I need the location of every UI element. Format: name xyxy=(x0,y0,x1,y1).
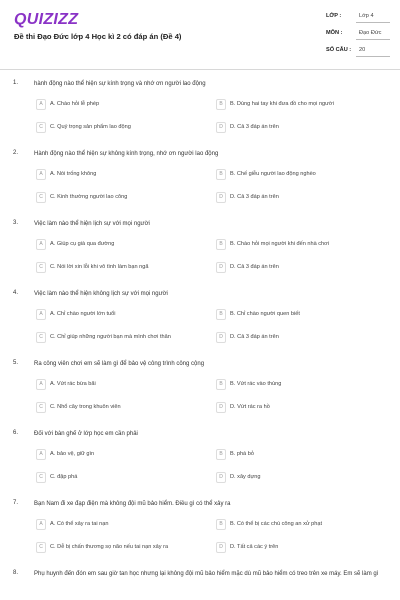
answer-option xyxy=(216,402,386,414)
meta-value: 20 xyxy=(359,47,366,53)
option-letter-badge: D xyxy=(216,332,226,343)
answer-option xyxy=(216,449,386,461)
option-text: B. Chào hỏi mọi người khi đến nhà chơi xyxy=(230,241,330,247)
question-number: 3. xyxy=(13,220,19,226)
meta-label: LỚP : xyxy=(326,13,342,19)
answer-option xyxy=(36,402,206,414)
answer-option xyxy=(216,472,386,484)
option-letter-badge: B xyxy=(216,99,226,110)
option-text: A. Nói trống không xyxy=(50,171,97,177)
option-letter-badge: A xyxy=(36,519,46,530)
answer-option xyxy=(216,519,386,531)
answer-option xyxy=(36,472,206,484)
question-number: 1. xyxy=(13,80,19,86)
option-letter-badge: C xyxy=(36,402,46,413)
meta-row-subject xyxy=(318,27,391,43)
option-letter-badge: C xyxy=(36,122,46,133)
header-divider xyxy=(0,69,400,70)
meta-underline xyxy=(356,22,390,23)
meta-underline xyxy=(356,56,390,57)
option-text: D. Cả 3 đáp án trên xyxy=(230,334,279,340)
option-text: D. Tất cả các ý trên xyxy=(230,544,279,550)
option-letter-badge: D xyxy=(216,192,226,203)
answer-option xyxy=(216,239,386,251)
question-number: 6. xyxy=(13,430,19,436)
question-number: 7. xyxy=(13,500,19,506)
question-text: hành động nào thể hiện sự kính trọng và nhớ ơn người lao động xyxy=(34,81,206,87)
question-text: Ra công viên chơi em sẽ làm gì để bảo vệ công trình công cộng xyxy=(34,361,205,367)
option-letter-badge: A xyxy=(36,379,46,390)
option-letter-badge: A xyxy=(36,169,46,180)
option-letter-badge: A xyxy=(36,99,46,110)
question-text: Hành động nào thể hiện sự không kính trọng, nhớ ơn người lao động xyxy=(34,151,219,157)
option-letter-badge: C xyxy=(36,332,46,343)
answer-option xyxy=(216,332,386,344)
option-letter-badge: D xyxy=(216,122,226,133)
question-number: 8. xyxy=(13,570,19,576)
option-letter-badge: A xyxy=(36,449,46,460)
answer-option xyxy=(36,122,206,134)
option-letter-badge: A xyxy=(36,239,46,250)
question-text: Đối với bàn ghế ở lớp học em cần phải xyxy=(34,431,138,437)
meta-value: Lớp 4 xyxy=(359,13,374,19)
question-number: 5. xyxy=(13,360,19,366)
answer-option xyxy=(216,192,386,204)
meta-value: Đạo Đức xyxy=(359,30,382,36)
option-text: B. Chỉ chào người quen biết xyxy=(230,311,300,317)
question-text: Phụ huynh đến đón em sau giờ tan học nhưng lại không đội mũ bảo hiểm mặc dù mũ bảo hiểm có treo trên xe máy. Em sẽ làm gì xyxy=(34,571,379,577)
answer-option xyxy=(36,519,206,531)
option-text: C. Kinh thường người lao công xyxy=(50,194,128,200)
option-text: D. Cả 3 đáp án trên xyxy=(230,194,279,200)
option-letter-badge: C xyxy=(36,472,46,483)
answer-option xyxy=(36,262,206,274)
answer-option xyxy=(216,379,386,391)
option-text: B. Vứt rác vào thùng xyxy=(230,381,282,387)
meta-label: MÔN : xyxy=(326,30,343,36)
option-text: B. phá bỏ xyxy=(230,451,254,457)
meta-label: SỐ CÂU : xyxy=(326,47,352,53)
document-header xyxy=(0,0,400,66)
meta-underline xyxy=(356,39,390,40)
option-text: C. Nói lời xin lỗi khi vô tình làm bạn ngã xyxy=(50,264,149,270)
option-text: B. Dùng hai tay khi đưa đồ cho mọi người xyxy=(230,101,334,107)
answer-option xyxy=(36,309,206,321)
option-text: D. Cả 3 đáp án trên xyxy=(230,124,279,130)
question-text: Việc làm nào thể hiện lịch sự với mọi người xyxy=(34,221,150,227)
option-text: D. xây dựng xyxy=(230,474,261,480)
question-text: Việc làm nào thể hiện không lịch sự với mọi người xyxy=(34,291,168,297)
option-letter-badge: D xyxy=(216,402,226,413)
option-letter-badge: C xyxy=(36,262,46,273)
answer-option xyxy=(216,99,386,111)
question-number: 4. xyxy=(13,290,19,296)
option-text: C. đập phá xyxy=(50,474,78,480)
option-text: C. Dễ bị chấn thương sọ não nếu tai nạn xảy ra xyxy=(50,544,169,550)
option-text: C. Chỉ giúp những người bạn mà mình chơi thân xyxy=(50,334,171,340)
answer-option xyxy=(216,122,386,134)
answer-option xyxy=(36,332,206,344)
answer-option xyxy=(36,192,206,204)
option-text: A. Chỉ chào người lớn tuổi xyxy=(50,311,116,317)
meta-row-question-count xyxy=(318,44,391,60)
option-text: A. Chào hỏi lễ phép xyxy=(50,101,100,107)
option-letter-badge: B xyxy=(216,169,226,180)
answer-option xyxy=(36,239,206,251)
quizizz-logo: QUIZIZZ xyxy=(14,11,79,28)
answer-option xyxy=(36,449,206,461)
option-letter-badge: D xyxy=(216,262,226,273)
option-letter-badge: B xyxy=(216,519,226,530)
option-text: B. Chế giễu người lao động nghèo xyxy=(230,171,316,177)
option-letter-badge: B xyxy=(216,309,226,320)
option-letter-badge: C xyxy=(36,542,46,553)
option-letter-badge: D xyxy=(216,542,226,553)
option-letter-badge: C xyxy=(36,192,46,203)
option-text: A. bảo vệ, giữ gìn xyxy=(50,451,95,457)
option-letter-badge: B xyxy=(216,449,226,460)
option-letter-badge: A xyxy=(36,309,46,320)
option-text: B. Có thể bị các chú công an xử phạt xyxy=(230,521,323,527)
answer-option xyxy=(36,99,206,111)
option-text: C. Quý trọng sản phẩm lao động xyxy=(50,124,131,130)
answer-option xyxy=(36,379,206,391)
option-text: A. Vứt rác bừa bãi xyxy=(50,381,96,387)
option-letter-badge: D xyxy=(216,472,226,483)
option-text: D. Vứt rác ra hồ xyxy=(230,404,270,410)
option-letter-badge: B xyxy=(216,379,226,390)
answer-option xyxy=(36,542,206,554)
answer-option xyxy=(216,542,386,554)
meta-info-box xyxy=(318,10,391,62)
question-number: 2. xyxy=(13,150,19,156)
option-text: D. Cả 3 đáp án trên xyxy=(230,264,279,270)
option-letter-badge: B xyxy=(216,239,226,250)
option-text: A. Giúp cụ già qua đường xyxy=(50,241,115,247)
option-text: C. Nhổ cây trong khuôn viên xyxy=(50,404,121,410)
option-text: A. Có thể xảy ra tai nạn xyxy=(50,521,109,527)
question-text: Bạn Nam đi xe đạp điện mà không đội mũ bảo hiểm. Điều gì có thể xảy ra xyxy=(34,501,231,507)
meta-row-class xyxy=(318,10,391,26)
answer-option xyxy=(216,309,386,321)
answer-option xyxy=(36,169,206,181)
answer-option xyxy=(216,262,386,274)
answer-option xyxy=(216,169,386,181)
document-title: Đề thi Đạo Đức lớp 4 Học kì 2 có đáp án (Đề 4) xyxy=(14,32,182,41)
